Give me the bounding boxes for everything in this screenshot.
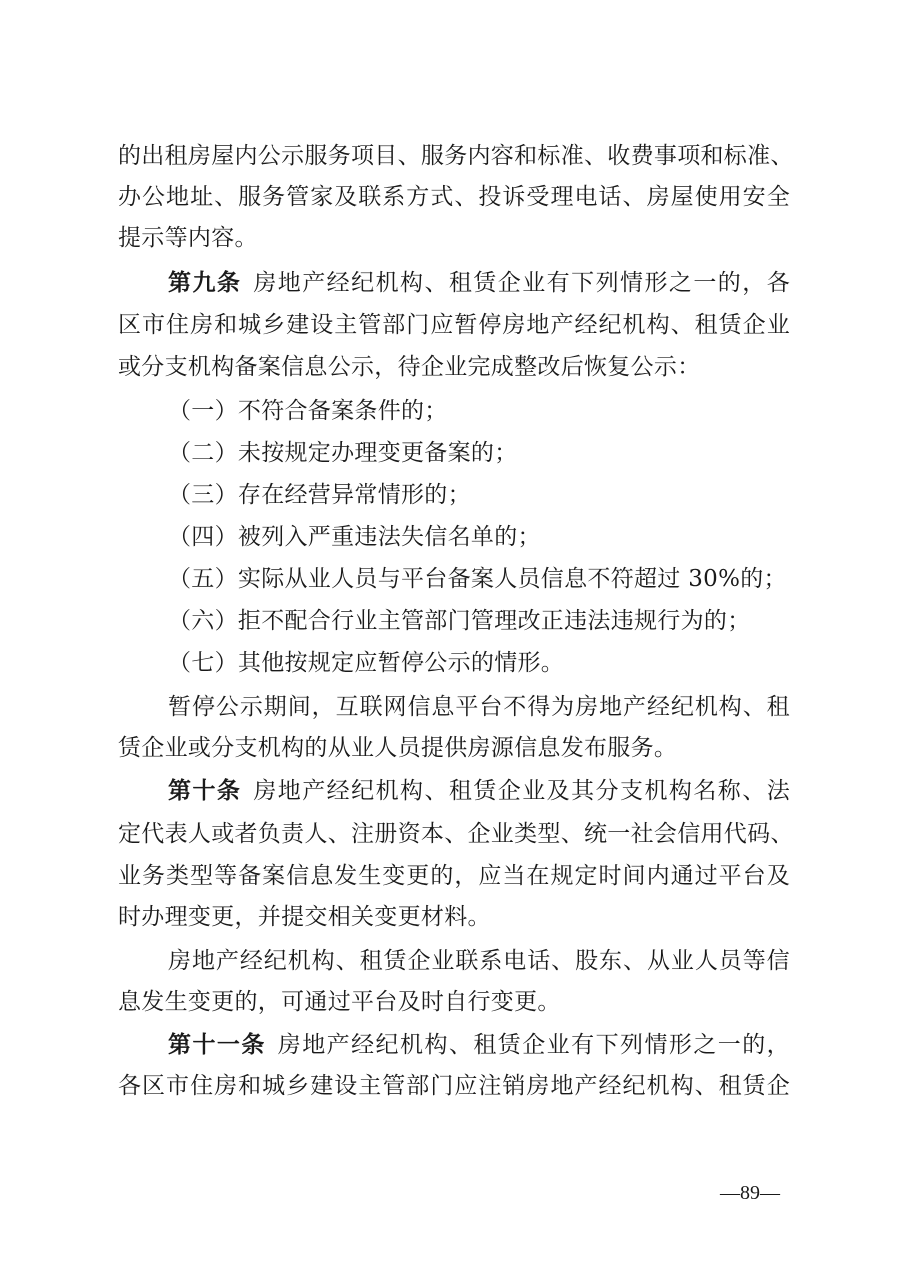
article9-item-1: （一）不符合备案条件的； — [168, 398, 448, 424]
article10-line-1 — [168, 771, 790, 811]
intro-line-1: 的出租房屋内公示服务项目、服务内容和标准、收费事项和标准、 — [118, 143, 794, 169]
article10-line-3: 业务类型等备案信息发生变更的，应当在规定时间内通过平台及 — [118, 863, 790, 889]
article9-suspension-line-1: 暂停公示期间，互联网信息平台不得为房地产经纪机构、租 — [168, 694, 790, 720]
article10-line-2: 定代表人或者负责人、注册资本、企业类型、统一社会信用代码、 — [118, 821, 794, 847]
article10-para2-line-1: 房地产经纪机构、租赁企业联系电话、股东、从业人员等信 — [168, 948, 790, 974]
intro-line-3: 提示等内容。 — [118, 225, 258, 251]
article9-line-2: 区市住房和城乡建设主管部门应暂停房地产经纪机构、租赁企业 — [118, 312, 790, 338]
article10-line-4: 时办理变更，并提交相关变更材料。 — [118, 904, 491, 930]
article9-line-1 — [168, 263, 790, 303]
article9-heading: 第九条 — [168, 270, 242, 296]
intro-line-2: 办公地址、服务管家及联系方式、投诉受理电话、房屋使用安全 — [118, 184, 790, 210]
article10-line-1-text: 房地产经纪机构、租赁企业及其分支机构名称、法 — [253, 778, 790, 804]
article9-line-3: 或分支机构备案信息公示，待企业完成整改后恢复公示： — [118, 354, 701, 380]
article10-heading: 第十条 — [168, 778, 242, 804]
article9-item-6: （六）拒不配合行业主管部门管理改正违法违规行为的； — [168, 608, 751, 634]
article9-item-3: （三）存在经营异常情形的； — [168, 482, 471, 508]
article9-item-5: （五）实际从业人员与平台备案人员信息不符超过 30%的； — [168, 566, 787, 592]
article9-item-4: （四）被列入严重违法失信名单的； — [168, 524, 541, 550]
article11-line-2: 各区市住房和城乡建设主管部门应注销房地产经纪机构、租赁企 — [118, 1073, 790, 1099]
article11-line-1-text: 房地产经纪机构、租赁企业有下列情形之一的， — [277, 1032, 790, 1058]
article9-item-2: （二）未按规定办理变更备案的； — [168, 440, 518, 466]
article11-heading: 第十一条 — [168, 1032, 266, 1058]
article11-line-1 — [168, 1025, 790, 1065]
article9-item-7: （七）其他按规定应暂停公示的情形。 — [168, 650, 565, 676]
article9-suspension-line-2: 赁企业或分支机构的从业人员提供房源信息发布服务。 — [118, 735, 678, 761]
page-number: —89— — [720, 1182, 780, 1204]
article9-line-1-text: 房地产经纪机构、租赁企业有下列情形之一的，各 — [253, 270, 790, 296]
article10-para2-line-2: 息发生变更的，可通过平台及时自行变更。 — [118, 989, 561, 1015]
